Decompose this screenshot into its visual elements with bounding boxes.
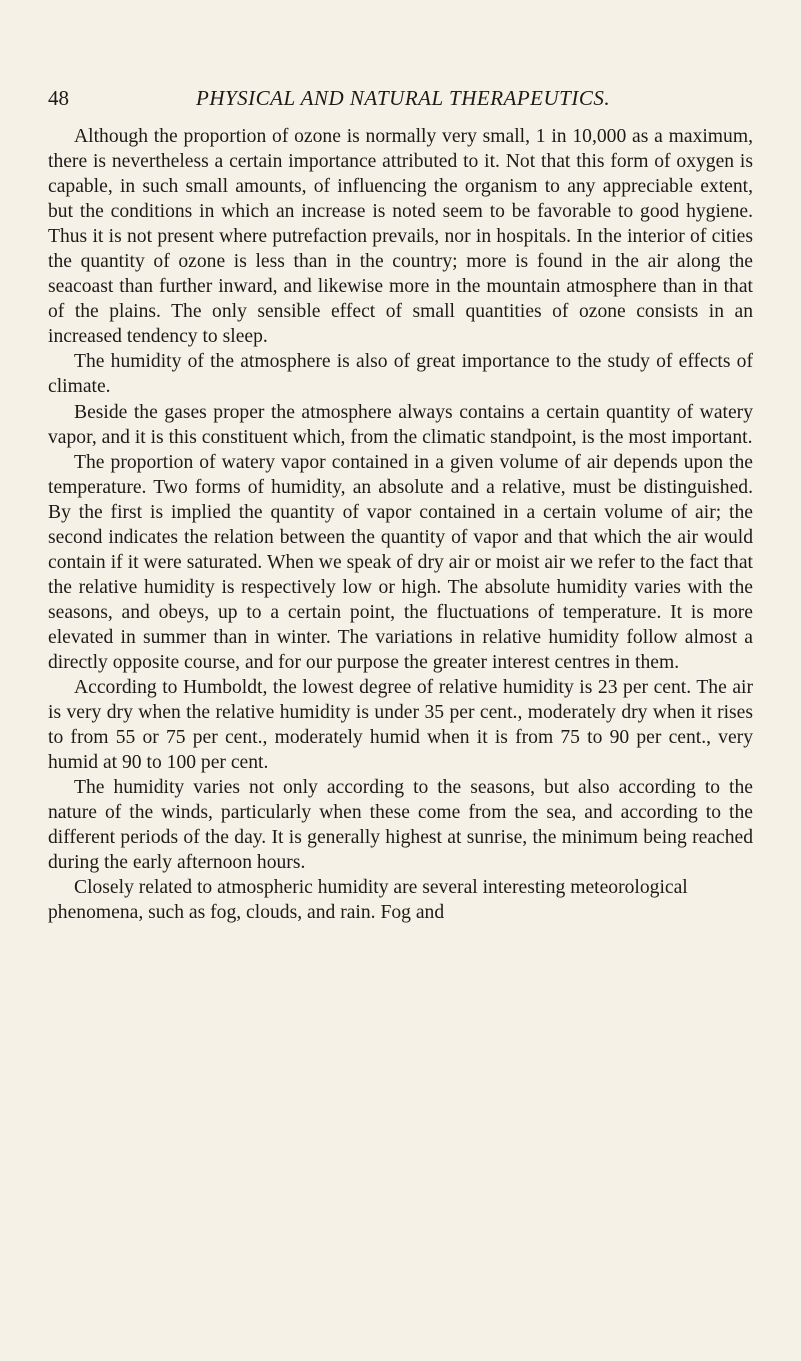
paragraph-humboldt: According to Humboldt, the lowest degree of relative humidity is 23 per cent. The air is very dry when the relative humidity is under 35 per cent., moderately dry when it rises to from 55 or 75 per cent., moderately humid when it is from 75 to 90 per cent., very humid at 90 to 100 per cent. <box>48 677 753 774</box>
paragraph-meteorological: Closely related to atmospheric humidity are several interesting meteorological phenomena, such as fog, clouds, and rain. Fog and <box>48 877 688 924</box>
running-head: PHYSICAL AND NATURAL THERAPEUTICS. <box>196 86 611 110</box>
paragraph-absolute-relative: The proportion of watery vapor contained in a given volume of air depends upon the temperature. Two forms of humidity, an absolute and a relative, must be distinguished. By the first is implied the quantity of vapor contained in a certain volume of air; the second indicates the relation between the quantity of vapor and that which the air would contain if it were saturated. When we speak of dry air or moist air we refer to the fact that the relative humidity is respectively low or high. The absolute humidity varies with the seasons, and obeys, up to a certain point, the fluctuations of temperature. It is more elevated in summer than in winter. The variations in relative humidity follow almost a directly opposite course, and for our purpose the greater interest centres in them. <box>48 451 753 673</box>
page-header <box>48 86 753 116</box>
paragraph-watery-vapor: Beside the gases proper the atmosphere always contains a certain quantity of watery vapor, and it is this constituent which, from the climatic standpoint, is the most important. <box>48 401 753 448</box>
paragraph-humidity-intro: The humidity of the atmosphere is also of great importance to the study of effects of climate. <box>48 351 753 398</box>
paragraph-seasonal-variation: The humidity varies not only according to the seasons, but also according to the nature of the winds, particularly when these come from the sea, and according to the different periods of the day. It is generally highest at sunrise, the minimum being reached during the early afternoon hours. <box>48 777 753 874</box>
paragraph-ozone: Although the proportion of ozone is normally very small, 1 in 10,000 as a maximum, there is nevertheless a certain importance attributed to it. Not that this form of oxygen is capable, in such small amounts, of influencing the organism to any appreciable extent, but the conditions in which an increase is noted seem to be favorable to good hygiene. Thus it is not present where putrefaction prevails, nor in hospitals. In the interior of cities the quantity of ozone is less than in the country; more is found in the air along the seacoast than further inward, and likewise more in the mountain atmosphere than in that of the plains. The only sensible effect of small quantities of ozone consists in an increased tendency to sleep. <box>48 126 753 348</box>
page-number: 48 <box>48 86 69 110</box>
body-text <box>48 124 753 926</box>
